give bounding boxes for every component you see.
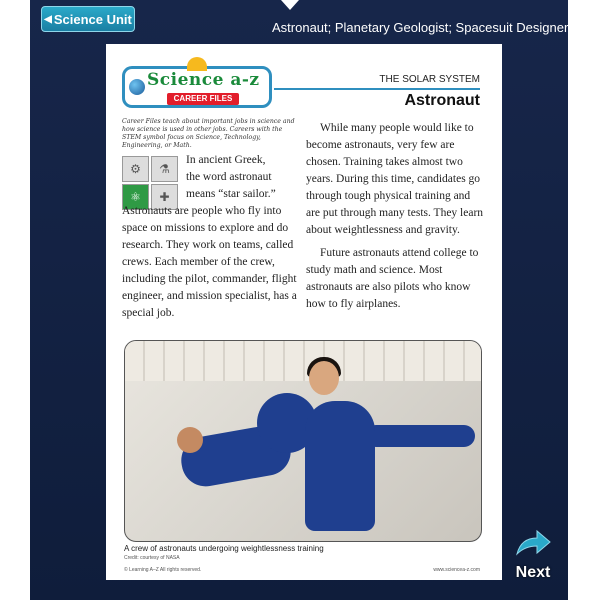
photo-ceiling [125,341,481,381]
page-title: Astronaut [404,92,480,109]
left-paragraph: Astronauts are people who fly into space on missions to explore and do research. They work on teams, called crews. Each member of the crew, including the pilot, commander, flight engineer, and mission specialist, has a special job. [122,205,297,319]
science-unit-button[interactable] [41,6,135,32]
photo-leg-3 [365,425,475,447]
dropdown-tab-icon[interactable] [281,0,299,10]
science-az-logo [122,66,272,108]
copyright: © Learning A–Z All rights reserved. [124,567,202,573]
logo-title: Science a-z [147,70,260,90]
next-arrow-icon [513,528,553,558]
intro-note: Career Files teach about important jobs in science and how science is used in other jobs. Careers with the STEM symbol focus on Science, Technology, Engineering, or Math. [122,118,295,149]
sun-icon [187,57,207,71]
website: www.sciencea-z.com [433,567,480,573]
next-label: Next [515,564,551,581]
photo-head-1 [177,427,203,453]
stem-icon: ⚛ [122,184,149,210]
left-line-2: the word astronaut [186,171,272,183]
gear-icon: ⚙ [122,156,149,182]
flask-icon: ⚗ [151,156,178,182]
astronaut-photo [124,340,482,542]
tools-icon: ✚ [151,184,178,210]
left-line-3: means “star sailor.” [186,188,276,200]
logo-subtitle: CAREER FILES [167,93,239,105]
book-page [106,44,502,580]
left-line-1: In ancient Greek, [186,154,266,166]
left-column [122,152,302,322]
right-column [306,120,486,319]
globe-icon [129,79,145,95]
right-paragraph-1: While many people would like to become astronauts, very few are chosen. Training takes almost two years. During this time, candidates go through tough physical training and are put through many tests. They learn about weightlessness and gravity. [306,122,484,236]
right-paragraph-2: Future astronauts attend college to study math and science. Most astronauts are also pilots who know how to fly airplanes. [306,247,479,310]
back-arrow-icon: ◀ [44,13,52,25]
header-title: Astronaut; Planetary Geologist; Spacesuit Designer [272,20,569,35]
photo-credit: Credit: courtesy of NASA [124,555,180,561]
photo-caption: A crew of astronauts undergoing weightlessness training [124,544,324,553]
science-unit-label: Science Unit [53,11,132,27]
next-button[interactable] [508,528,558,588]
photo-head-3 [309,361,339,395]
photo-astronaut-3 [305,401,375,531]
header-divider [274,88,480,90]
unit-label: THE SOLAR SYSTEM [379,74,480,85]
